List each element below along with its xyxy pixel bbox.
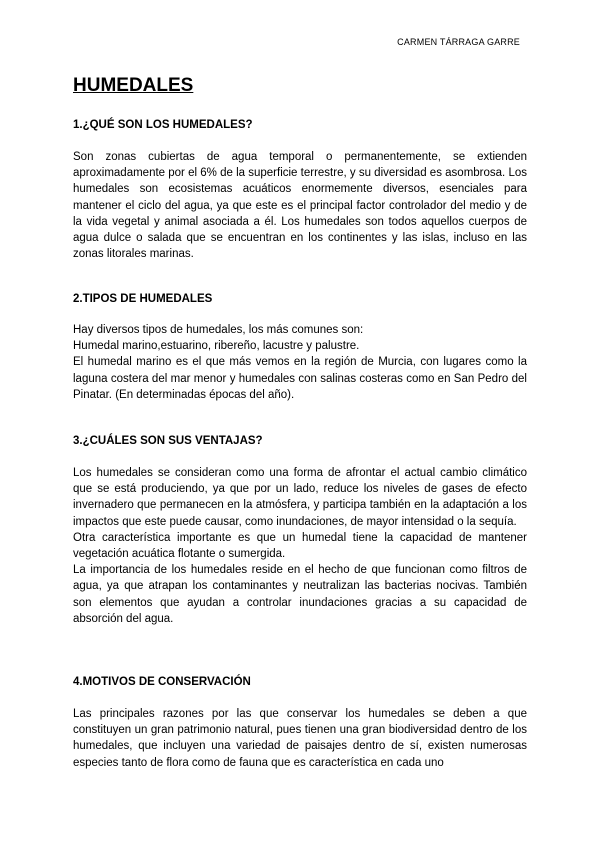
section-heading-tipos: 2.TIPOS DE HUMEDALES: [73, 293, 213, 305]
section-heading-conservacion: 4.MOTIVOS DE CONSERVACIÓN: [73, 676, 251, 688]
section-body-tipos: [73, 322, 527, 403]
section-heading-ventajas: 3.¿CUÁLES SON SUS VENTAJAS?: [73, 435, 263, 447]
paragraph: Las principales razones por las que conservar los humedales se deben a que constituyen un gran patrimonio natural, pues tienen una gran biodiversidad dentro de los humedales, que incluyen una variedad de paisajes dentro de sí, existen numerosas especies tanto de flora como de fauna que es característica en cada uno: [73, 708, 527, 769]
section-body-conservacion: [73, 706, 527, 771]
paragraph: Los humedales se consideran como una forma de afrontar el actual cambio climático que se está produciendo, ya que por un lado, reduce los niveles de gases de efecto invernadero que permanecen en la atmósfera, y participa también en la adaptación a los impactos que este puede causar, como inundaciones, de mayor intensidad o la sequía.: [73, 467, 527, 528]
paragraph: El humedal marino es el que más vemos en la región de Murcia, con lugares como la laguna costera del mar menor y humedales con salinas costeras como en San Pedro del Pinatar. (En determinadas épocas del año).: [73, 356, 527, 401]
paragraph: Otra característica importante es que un humedal tiene la capacidad de mantener vegetación acuática flotante o sumergida.: [73, 531, 527, 561]
section-body-que-son: [73, 149, 527, 262]
section-body-ventajas: [73, 465, 527, 627]
author-name: CARMEN TÁRRAGA GARRE: [397, 37, 520, 47]
paragraph: Humedal marino,estuarino, ribereño, lacustre y palustre.: [73, 340, 360, 353]
paragraph: La importancia de los humedales reside en el hecho de que funcionan como filtros de agua, ya que atrapan los contaminantes y neutralizan las bacterias nocivas. También son elementos que ayudan a controlar inundaciones gracias a su capacidad de absorción del agua.: [73, 564, 527, 625]
paragraph: Hay diversos tipos de humedales, los más comunes son:: [73, 324, 364, 336]
section-heading-que-son: 1.¿QUÉ SON LOS HUMEDALES?: [73, 119, 253, 131]
paragraph: Son zonas cubiertas de agua temporal o permanentemente, se extienden aproximadamente por el 6% de la superficie terrestre, y su diversidad es asombrosa. Los humedales son ecosistemas acuáticos enormemente diversos, esenciales para mantener el ciclo del agua, ya que este es el principal factor controlador del medio y de la vida vegetal y animal asociada a él. Los humedales son todos aquellos cuerpos de agua dulce o salada que se encuentran en los continentes y las islas, incluso en las zonas litorales marinas.: [73, 151, 527, 261]
document-title: HUMEDALES: [73, 75, 194, 96]
